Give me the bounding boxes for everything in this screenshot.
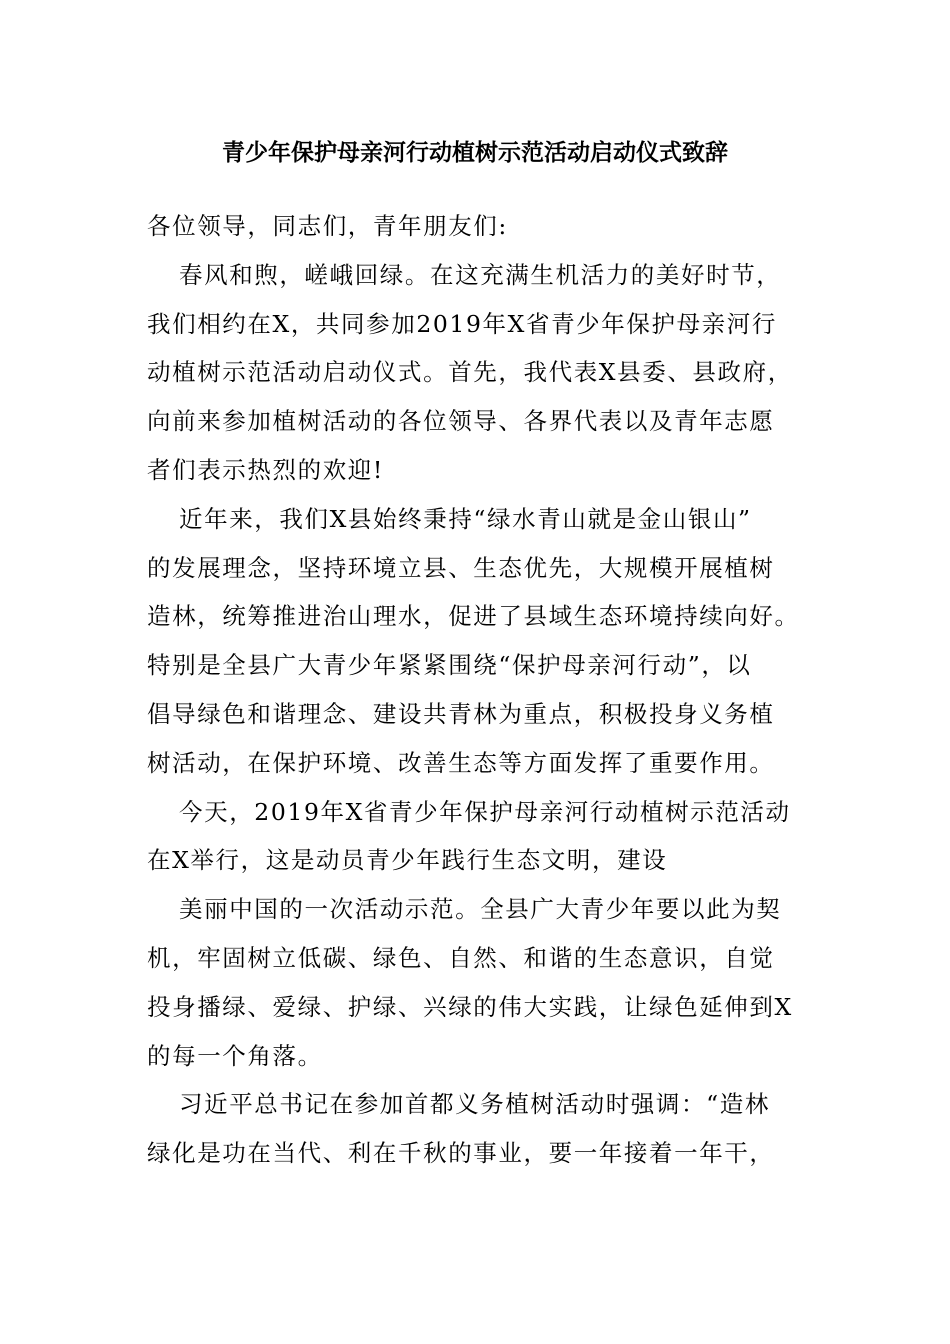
- paragraph-2-line-5: 倡导绿色和谐理念、建设共青林为重点，积极投身义务植: [147, 699, 775, 728]
- paragraph-3-line-2: 在X举行，这是动员青少年践行生态文明，建设: [147, 846, 668, 875]
- paragraph-2-line-2: 的发展理念，坚持环境立县、生态优先，大规模开展植树: [147, 553, 775, 582]
- paragraph-2-line-3: 造林，统筹推进治山理水，促进了县域生态环境持续向好。: [147, 602, 800, 631]
- paragraph-1-line-5: 者们表示热烈的欢迎!: [147, 455, 384, 484]
- paragraph-3-line-1: 今天，2019年X省青少年保护母亲河行动植树示范活动: [179, 797, 791, 826]
- paragraph-2-line-1: 近年来，我们X县始终秉持“绿水青山就是金山银山”: [179, 504, 752, 533]
- paragraph-4-line-3: 投身播绿、爱绿、护绿、兴绿的伟大实践，让绿色延伸到X: [147, 992, 793, 1021]
- paragraph-1-line-3: 动植树示范活动启动仪式。首先，我代表X县委、县政府，: [147, 358, 793, 387]
- paragraph-4-line-4: 的每一个角落。: [147, 1041, 323, 1070]
- paragraph-2-line-4: 特别是全县广大青少年紧紧围绕“保护母亲河行动”，以: [147, 651, 752, 680]
- paragraph-4-line-1: 美丽中国的一次活动示范。全县广大青少年要以此为契: [179, 895, 782, 924]
- document-body: [147, 202, 811, 1178]
- document-title: 青少年保护母亲河行动植树示范活动启动仪式致辞: [222, 139, 728, 166]
- paragraph-1-line-1: 春风和煦，嵯峨回绿。在这充满生机活力的美好时节，: [179, 260, 782, 289]
- paragraph-1-line-2: 我们相约在X，共同参加2019年X省青少年保护母亲河行: [147, 309, 777, 338]
- salutation-line: 各位领导，同志们，青年朋友们:: [147, 212, 508, 240]
- paragraph-4-line-2: 机，牢固树立低碳、绿色、自然、和谐的生态意识，自觉: [147, 943, 775, 972]
- paragraph-5-line-1: 习近平总书记在参加首都义务植树活动时强调：“造林: [179, 1090, 770, 1119]
- paragraph-5-line-2: 绿化是功在当代、利在千秋的事业，要一年接着一年干，: [147, 1139, 775, 1168]
- paragraph-2-line-6: 树活动，在保护环境、改善生态等方面发挥了重要作用。: [147, 748, 775, 777]
- paragraph-1-line-4: 向前来参加植树活动的各位领导、各界代表以及青年志愿: [147, 407, 775, 436]
